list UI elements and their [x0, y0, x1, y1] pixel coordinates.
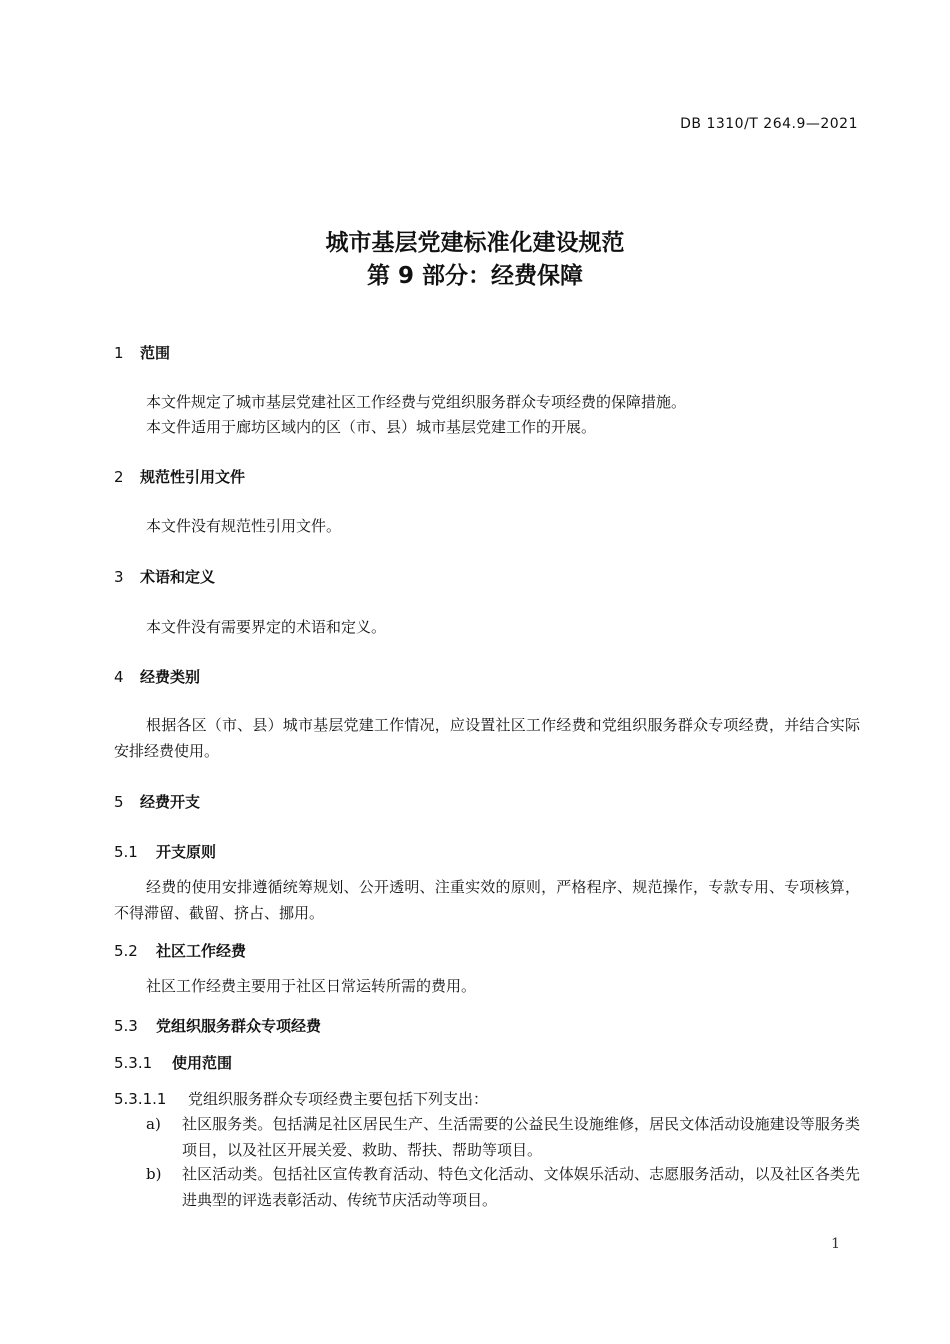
- paragraph: 本文件没有需要界定的术语和定义。: [146, 618, 387, 636]
- list-marker: b): [146, 1165, 162, 1183]
- list-item-a: [146, 1111, 860, 1163]
- list-item-text: 社区服务类。包括满足社区居民生产、生活需要的公益民生设施维修，居民文体活动设施建设等服务类项目，以及社区开展关爱、救助、帮扶、帮助等项目。: [182, 1115, 860, 1159]
- list-marker: a): [146, 1115, 161, 1133]
- clause-number: 5.3.1.1: [114, 1090, 167, 1108]
- subsection-heading-5-3-1: [114, 1052, 232, 1073]
- section-heading-4: [114, 666, 200, 687]
- paragraph: 本文件没有规范性引用文件。: [146, 517, 342, 535]
- paragraph: 根据各区（市、县）城市基层党建工作情况，应设置社区工作经费和党组织服务群众专项经费，并结合实际安排经费使用。: [114, 716, 860, 760]
- paragraph: 本文件规定了城市基层党建社区工作经费与党组织服务群众专项经费的保障措施。: [146, 393, 687, 411]
- clause-5-3-1-1: [114, 1088, 488, 1109]
- page-number: 1: [831, 1236, 840, 1252]
- section-title: 党组织服务群众专项经费: [156, 1017, 322, 1035]
- section-heading-2: [114, 466, 245, 487]
- document-subtitle: 第 9 部分：经费保障: [366, 263, 584, 289]
- section-number: 1: [114, 344, 124, 362]
- section-title: 范围: [140, 344, 171, 362]
- section-number: 3: [114, 568, 124, 586]
- section-number: 5: [114, 793, 124, 811]
- subsection-heading-5-2: [114, 940, 246, 961]
- paragraph: 社区工作经费主要用于社区日常运转所需的费用。: [146, 977, 477, 995]
- subsection-heading-5-1: [114, 841, 216, 862]
- section-title: 术语和定义: [140, 568, 216, 586]
- section-title: 规范性引用文件: [140, 468, 246, 486]
- document-code: DB 1310/T 264.9—2021: [680, 116, 858, 132]
- section-number: 4: [114, 668, 124, 686]
- list-item-b: [146, 1161, 860, 1213]
- section-title: 社区工作经费: [156, 942, 247, 960]
- paragraph: 本文件适用于廊坊区域内的区（市、县）城市基层党建工作的开展。: [146, 418, 597, 436]
- section-number: 5.3.1: [114, 1054, 153, 1072]
- list-item-text: 社区活动类。包括社区宣传教育活动、特色文化活动、文体娱乐活动、志愿服务活动，以及社区各类先进典型的评选表彰活动、传统节庆活动等项目。: [182, 1165, 860, 1209]
- section-title: 经费开支: [140, 793, 201, 811]
- section-number: 2: [114, 468, 124, 486]
- section-heading-1: [114, 342, 170, 363]
- document-title: 城市基层党建标准化建设规范: [325, 230, 625, 256]
- section-number: 5.2: [114, 942, 138, 960]
- section-title: 使用范围: [172, 1054, 233, 1072]
- section-heading-3: [114, 566, 215, 587]
- section-number: 5.1: [114, 843, 138, 861]
- clause-text: 党组织服务群众专项经费主要包括下列支出：: [188, 1090, 489, 1108]
- subsection-heading-5-3: [114, 1015, 321, 1036]
- section-title: 经费类别: [140, 668, 201, 686]
- section-number: 5.3: [114, 1017, 138, 1035]
- section-title: 开支原则: [156, 843, 217, 861]
- section-heading-5: [114, 791, 200, 812]
- paragraph: 经费的使用安排遵循统筹规划、公开透明、注重实效的原则，严格程序、规范操作，专款专用、专项核算，不得滞留、截留、挤占、挪用。: [114, 878, 860, 922]
